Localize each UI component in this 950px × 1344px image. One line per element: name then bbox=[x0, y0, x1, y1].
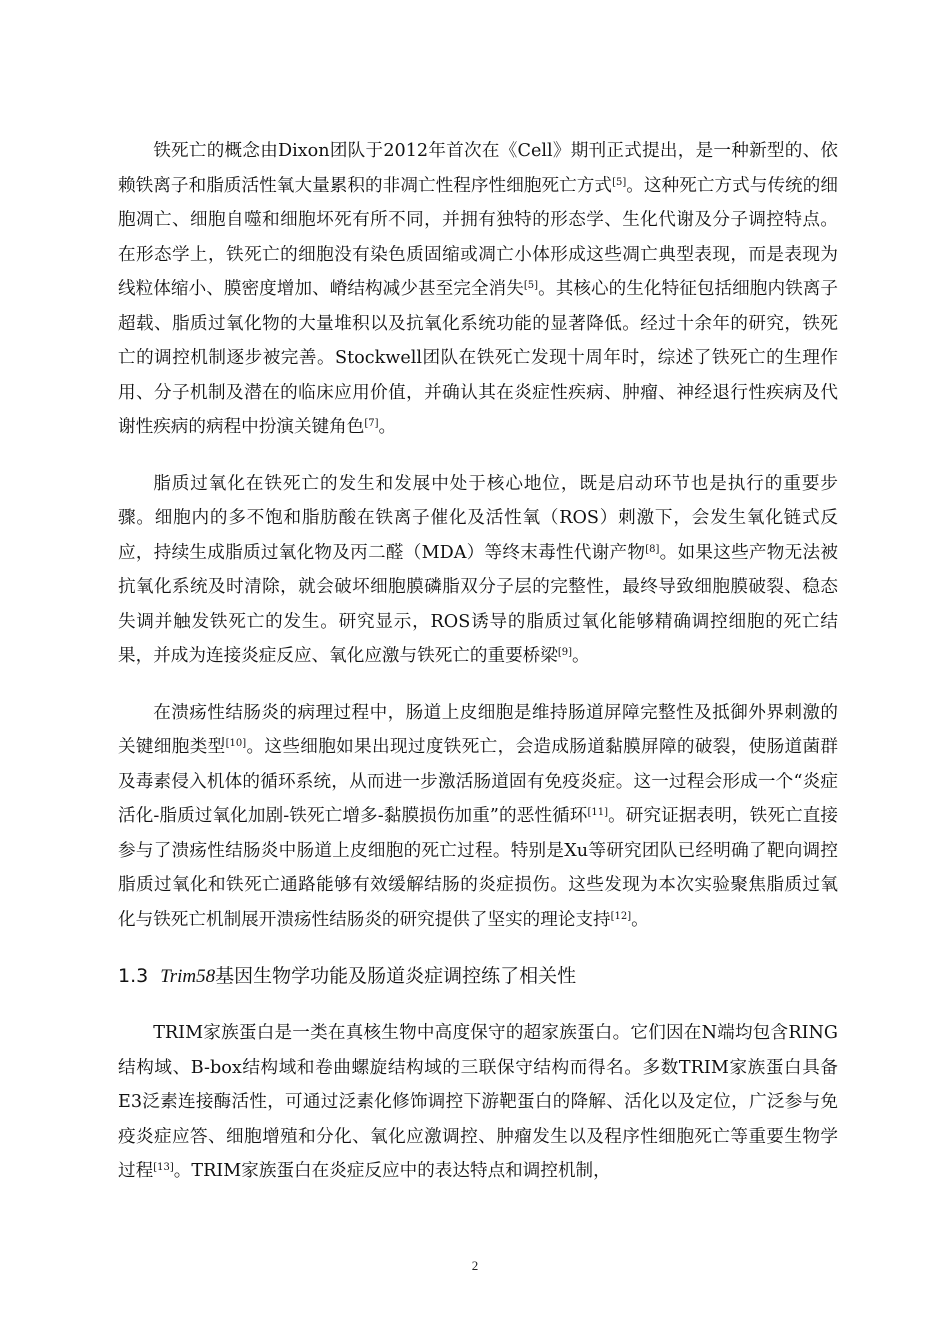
text-run: 在溃疡性结肠炎的病理过程中，肠道上皮细胞是维持肠道屏障完整性及抵御外界刺激的关键细胞类型 bbox=[118, 702, 838, 757]
citation: [13] bbox=[153, 1162, 174, 1173]
paragraph-ulcerative-colitis bbox=[118, 696, 838, 938]
text-run: 。如果这些产物无法被抗氧化系统及时清除，就会破坏细胞膜磷脂双分子层的完整性，最终导致细胞膜破裂、稳态失调并触发铁死亡的发生。研究显示，ROS诱导的脂质过氧化能够精确调控细胞的死亡结果，并成为连接炎症反应、氧化应激与铁死亡的重要桥梁 bbox=[118, 542, 838, 666]
citation: [12] bbox=[610, 910, 632, 922]
citation: [5] bbox=[523, 280, 539, 291]
document-page bbox=[118, 134, 838, 1211]
citation: [11] bbox=[587, 807, 609, 818]
text-run: TRIM家族蛋白是一类在真核生物中高度保守的超家族蛋白。它们因在N端均包含RING结构域、B-box结构域和卷曲螺旋结构域的三联保守结构而得名。多数TRIM家族蛋白具备E3泛素连接酶活性，可通过泛素化修饰调控下游靶蛋白的降解、活化以及定位，广泛参与免疫炎症应答、细胞增殖和分化、氧化应激调控、肿瘤发生以及程序性细胞死亡等重要生物学过程 bbox=[118, 1023, 838, 1181]
section-number: 1.3 bbox=[118, 965, 149, 987]
text-run: 脂质过氧化在铁死亡的发生和发展中处于核心地位，既是启动环节也是执行的重要步骤。细胞内的多不饱和脂肪酸在铁离子催化及活性氧（ROS）刺激下，会发生氧化链式反应，持续生成脂质过氧化物及丙二醛（MDA）等终末毒性代谢产物 bbox=[118, 473, 838, 563]
gene-name: Trim58 bbox=[160, 966, 216, 987]
paragraph-ferroptosis-concept bbox=[118, 134, 838, 445]
text-run: 。 bbox=[572, 646, 590, 666]
paragraph-lipid-peroxidation bbox=[118, 467, 838, 674]
page-number: 2 bbox=[471, 1258, 479, 1273]
section-heading bbox=[118, 959, 838, 994]
text-run: 。 bbox=[378, 417, 397, 437]
text-run: 。这些细胞如果出现过度铁死亡，会造成肠道黏膜屏障的破裂，使肠道菌群及毒素侵入机体的循环系统，从而进一步激活肠道固有免疫炎症。这一过程会形成一个“炎症活化-脂质过氧化加剧-铁死亡增多-黏膜损伤加重”的恶性循环 bbox=[118, 737, 838, 826]
text-run: 。TRIM家族蛋白在炎症反应中的表达特点和调控机制， bbox=[173, 1161, 611, 1181]
citation: [7] bbox=[364, 418, 379, 429]
text-run: 。其核心的生化特征包括细胞内铁离子超载、脂质过氧化物的大量堆积以及抗氧化系统功能的显著降低。经过十余年的研究，铁死亡的调控机制逐步被完善。Stockwell团队在铁死亡发现十周年时，综述了铁死亡的生理作用、分子机制及潜在的临床应用价值，并确认其在炎症性疾病、肿瘤、神经退行性疾病及代谢性疾病的病程中扮演关键角色 bbox=[118, 279, 838, 437]
citation: [10] bbox=[225, 738, 247, 749]
citation: [5] bbox=[612, 176, 627, 188]
paragraph-trim-family bbox=[118, 1016, 838, 1189]
text-run: 。这种死亡方式与传统的细胞凋亡、细胞自噬和细胞坏死有所不同，并拥有独特的形态学、生化代谢及分子调控特点。在形态学上，铁死亡的细胞没有染色质固缩或凋亡小体形成这些凋亡典型表现，而是表现为线粒体缩小、膜密度增加、嵴结构减少甚至完全消失 bbox=[118, 175, 838, 299]
citation: [8] bbox=[645, 543, 660, 555]
section-title: 基因生物学功能及肠道炎症调控练了相关性 bbox=[215, 965, 577, 987]
text-run: 铁死亡的概念由Dixon团队于2012年首次在《Cell》期刊正式提出，是一种新型的、依赖铁离子和脂质活性氧大量累积的非凋亡性程序性细胞死亡方式 bbox=[118, 141, 838, 196]
text-run: 。 bbox=[631, 909, 649, 930]
citation: [9] bbox=[557, 647, 573, 658]
text-run: 。研究证据表明，铁死亡直接参与了溃疡性结肠炎中肠道上皮细胞的死亡过程。特别是Xu等研究团队已经明确了靶向调控脂质过氧化和铁死亡通路能够有效缓解结肠的炎症损伤。这些发现为本次实验聚焦脂质过氧化与铁死亡机制展开溃疡性结肠炎的研究提供了坚实的理论支持 bbox=[118, 806, 838, 930]
